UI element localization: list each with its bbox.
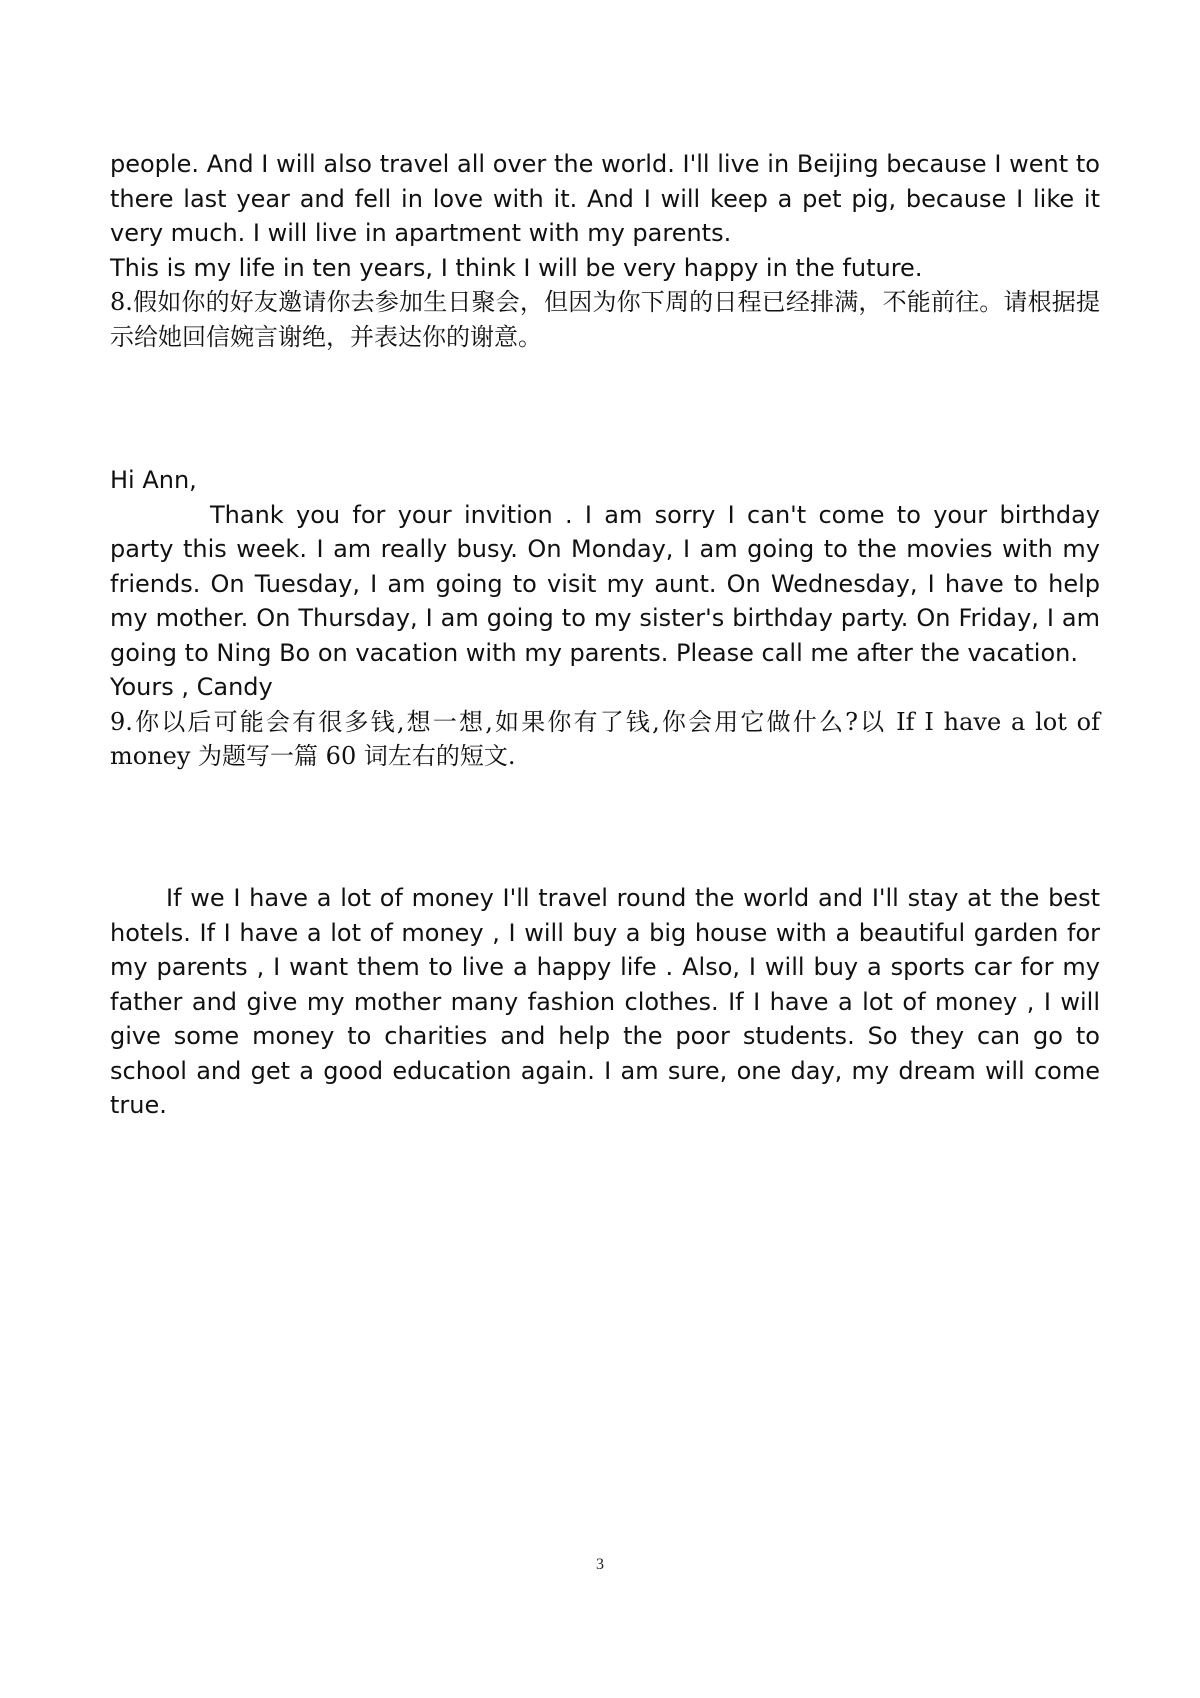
previous-answer-block — [110, 147, 1100, 354]
letter-signoff: Yours , Candy — [110, 673, 273, 701]
money-essay-body: If we I have a lot of money I'll travel round the world and I'll stay at the best hotels. If I have a lot of money , I will buy a big house with a beautiful garden for my parents , I want them to live a happy life . Also, I will buy a sports car for my father and give my mother many fashion clothes. If I have a lot of money , I will give some money to charities and help the poor students. So they can go to school and get a good education again. I am sure, one day, my dream will come true. — [110, 884, 1100, 1119]
page-number: 3 — [596, 1556, 604, 1573]
letter-answer-block — [110, 463, 1100, 774]
question-9-prompt: 9.你以后可能会有很多钱,想一想,如果你有了钱,你会用它做什么?以 If I have a lot of money 为题写一篇 60 词左右的短文. — [110, 707, 1100, 770]
letter-greeting: Hi Ann, — [110, 466, 197, 494]
essay-ending-paragraph: people. And I will also travel all over the world. I'll live in Beijing because I went to there last year and fell in love with it. And I will keep a pet pig, because I like it very much. I will live in apartment with my parents. — [110, 150, 1100, 247]
essay-conclusion: This is my life in ten years, I think I will be very happy in the future. — [110, 253, 923, 282]
money-essay-block — [110, 881, 1100, 1123]
question-8-prompt: 8.假如你的好友邀请你去参加生日聚会，但因为你下周的日程已经排满，不能前往。请根据提示给她回信婉言谢绝，并表达你的谢意。 — [110, 288, 1100, 351]
letter-body: Thank you for your invition . I am sorry I can't come to your birthday party this week. I am really busy. On Monday, I am going to the movies with my friends. On Tuesday, I am going to visit my aunt. On Wednesday, I have to help my mother. On Thursday, I am going to my sister's birthday party. On Friday, I am going to Ning Bo on vacation with my parents. Please call me after the vacation. — [110, 500, 1100, 667]
